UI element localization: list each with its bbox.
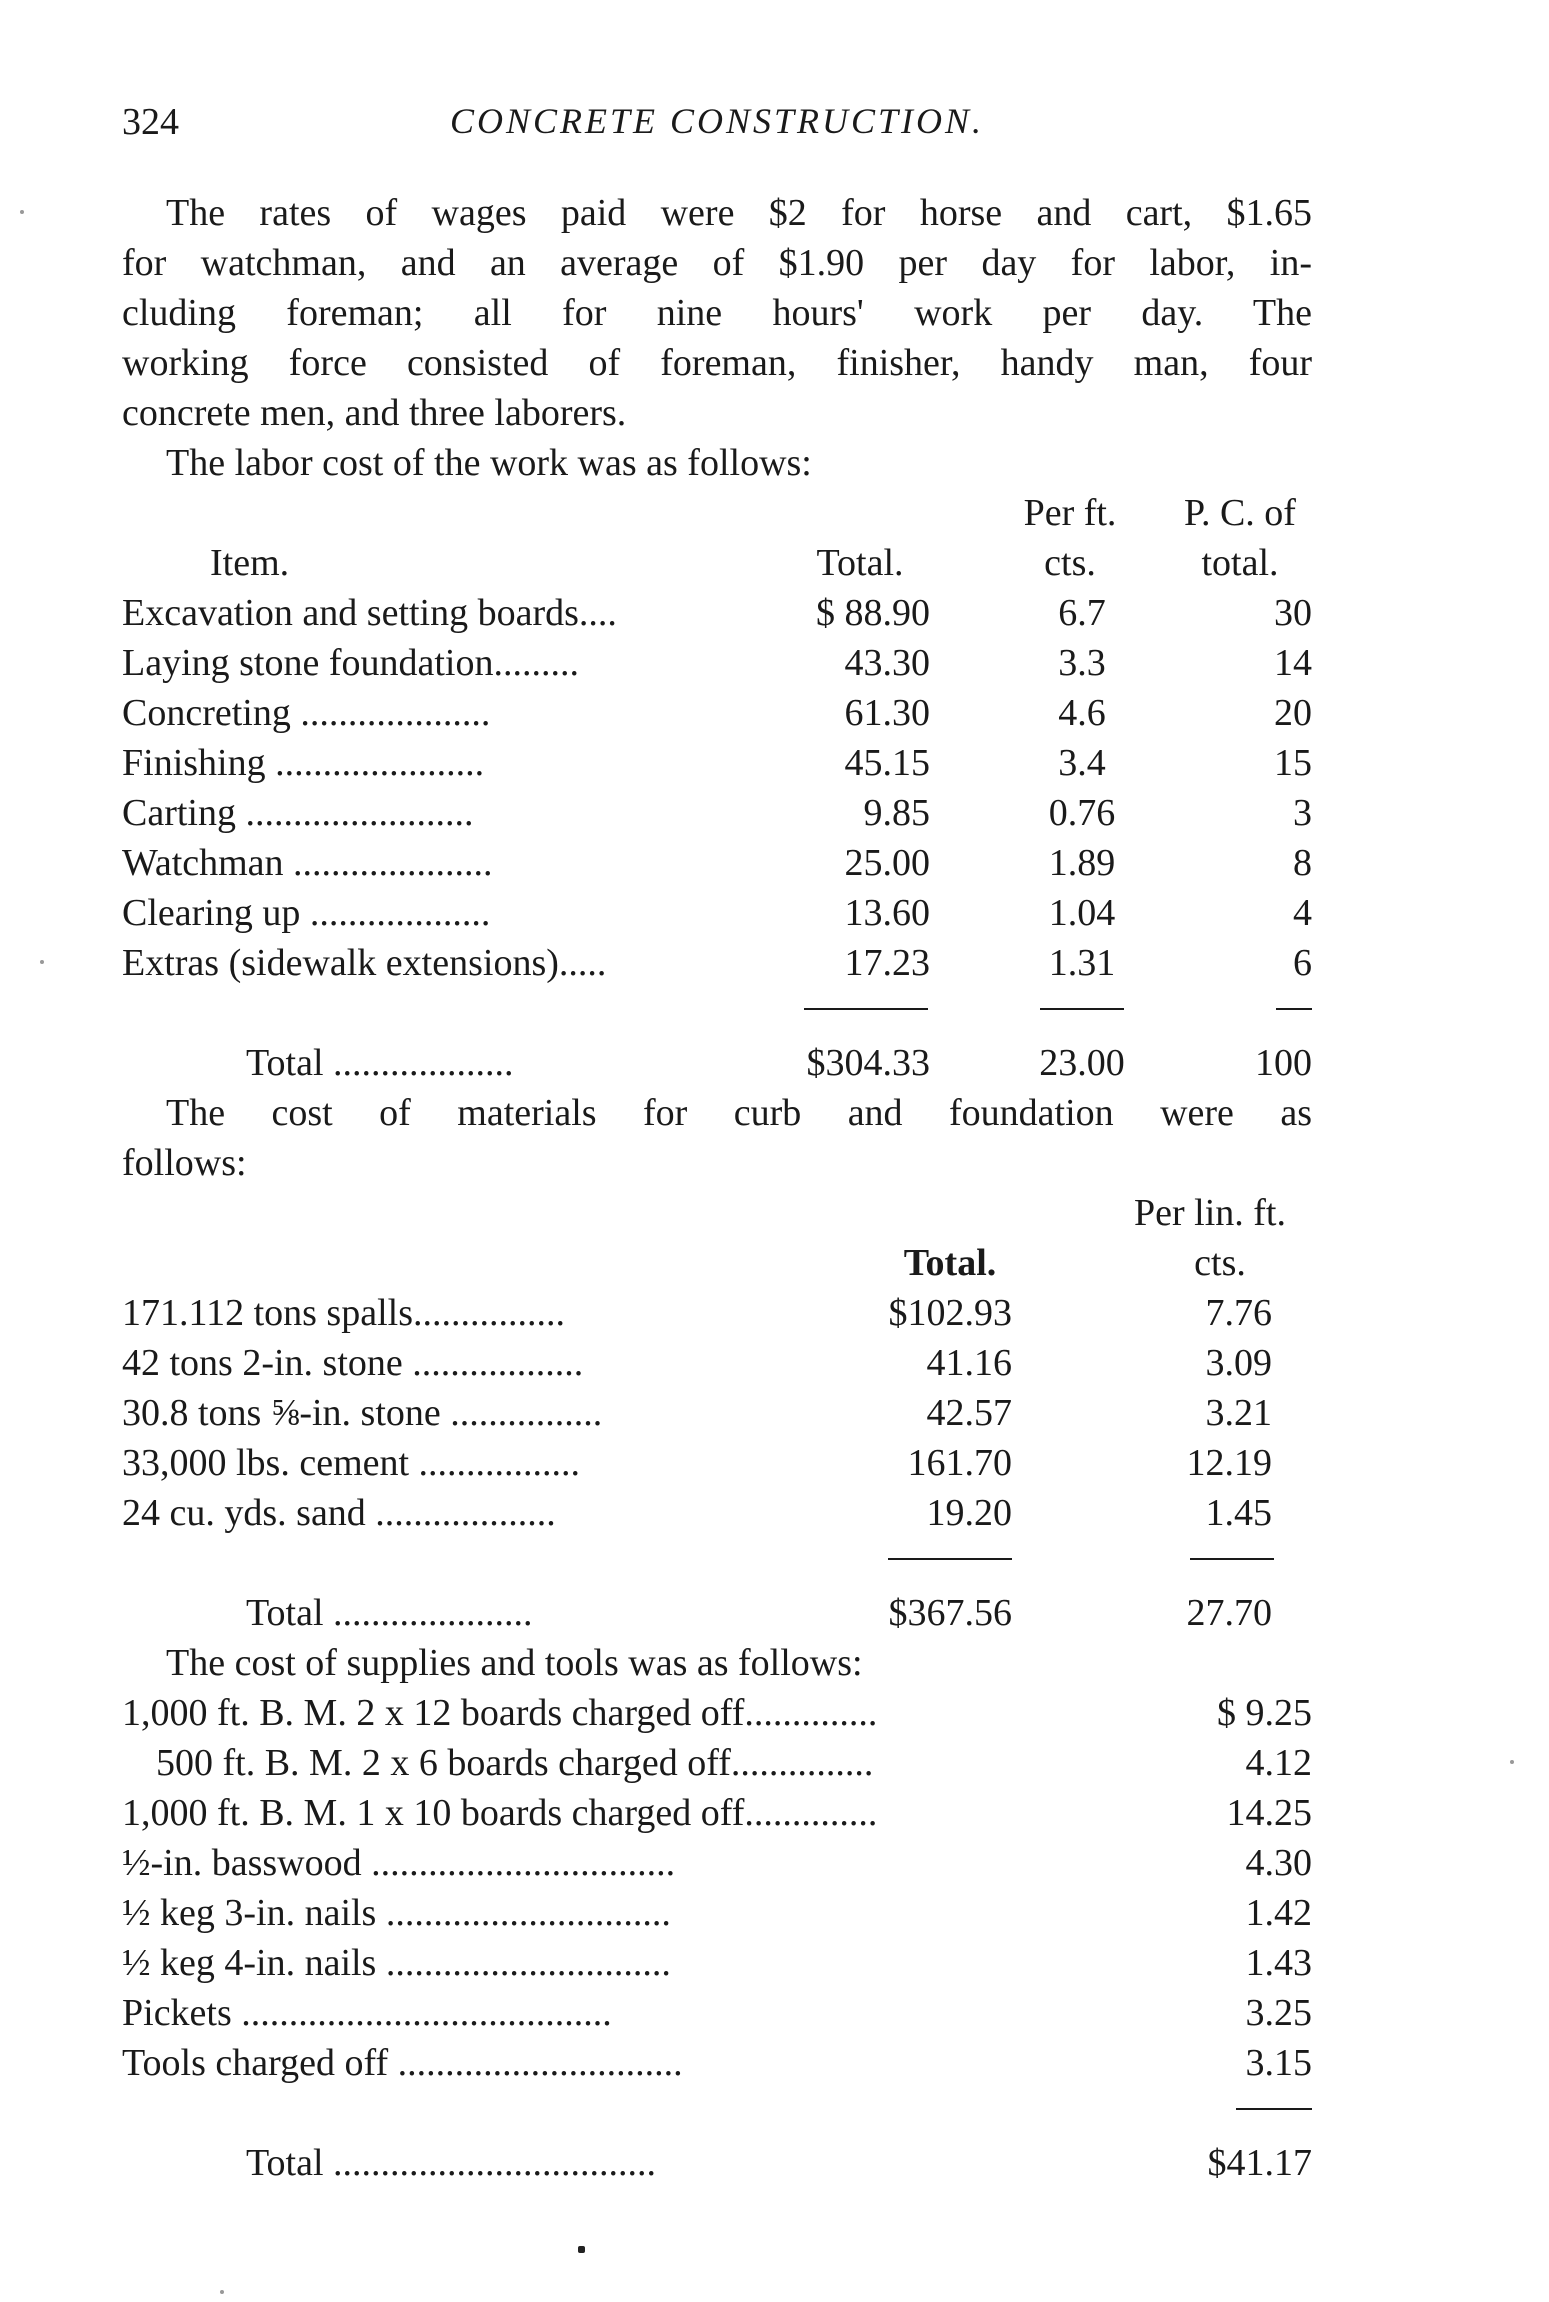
- labor-perft: 1.04: [1048, 892, 1116, 934]
- labor-total: 43.30: [844, 642, 930, 684]
- labor-perft: 1.31: [1048, 942, 1116, 984]
- labor-total-perft: 23.00: [1039, 1042, 1125, 1084]
- intro-line-5: concrete men, and three laborers.: [122, 392, 627, 434]
- supplies-row: [122, 1938, 1312, 1988]
- materials-perlin-rule: [1190, 1558, 1274, 1560]
- materials-total-label: Total .....................: [246, 1592, 533, 1634]
- labor-item: Clearing up ...................: [122, 892, 491, 934]
- supplies-item: 1,000 ft. B. M. 2 x 12 boards charged off..............: [122, 1692, 878, 1734]
- materials-total-perlin: 27.70: [1186, 1592, 1272, 1634]
- supplies-amount: 3.25: [1245, 1992, 1312, 2034]
- materials-perlin: 7.76: [1205, 1292, 1272, 1334]
- labor-pc: 14: [1274, 642, 1312, 684]
- labor-pc: 30: [1274, 592, 1312, 634]
- intro-line-2: for watchman, and an average of $1.90 per day for labor, in-: [122, 242, 1312, 284]
- scan-speck: [1510, 1760, 1514, 1764]
- intro-line-3: cluding foreman; all for nine hours' work per day. The: [122, 292, 1312, 334]
- supplies-total-row: [122, 2138, 1312, 2188]
- supplies-row: [122, 2038, 1312, 2088]
- intro-line-4: working force consisted of foreman, finisher, handy man, four: [122, 342, 1312, 384]
- materials-total: 19.20: [926, 1492, 1012, 1534]
- supplies-item: Pickets .......................................: [122, 1992, 612, 2034]
- labor-total: 61.30: [844, 692, 930, 734]
- supplies-row: [122, 1888, 1312, 1938]
- supplies-total-value: $41.17: [1207, 2142, 1312, 2184]
- labor-total: 45.15: [844, 742, 930, 784]
- labor-total: 13.60: [844, 892, 930, 934]
- materials-perlin: 3.09: [1205, 1342, 1272, 1384]
- supplies-row: [122, 1738, 1312, 1788]
- labor-total-rule: [804, 1008, 928, 1010]
- materials-perlin: 12.19: [1186, 1442, 1272, 1484]
- labor-perft-rule: [1040, 1008, 1124, 1010]
- materials-row: [122, 1488, 1312, 1538]
- labor-row: [122, 838, 1312, 888]
- labor-perft: 6.7: [1058, 592, 1106, 634]
- page-header: [122, 100, 1312, 150]
- supplies-amount: 3.15: [1245, 2042, 1312, 2084]
- materials-total: $102.93: [888, 1292, 1012, 1334]
- labor-item: Carting ........................: [122, 792, 474, 834]
- materials-header-perlin-2: cts.: [1194, 1242, 1246, 1284]
- intro-line-1: The rates of wages paid were $2 for horse and cart, $1.65: [166, 192, 1312, 234]
- supplies-item: ½ keg 4-in. nails ..............................: [122, 1942, 671, 1984]
- supplies-amount: 1.42: [1245, 1892, 1312, 1934]
- materials-row: [122, 1438, 1312, 1488]
- supplies-row: [122, 1838, 1312, 1888]
- labor-header-perft-2: cts.: [1044, 542, 1096, 584]
- supplies-item: 1,000 ft. B. M. 1 x 10 boards charged off..............: [122, 1792, 878, 1834]
- labor-item: Excavation and setting boards....: [122, 592, 617, 634]
- labor-item: Finishing ......................: [122, 742, 485, 784]
- supplies-amount: 14.25: [1226, 1792, 1312, 1834]
- labor-row: [122, 638, 1312, 688]
- materials-intro-2: follows:: [122, 1142, 247, 1184]
- materials-total-value: $367.56: [888, 1592, 1012, 1634]
- supplies-row: [122, 1788, 1312, 1838]
- scan-speck: [20, 210, 24, 214]
- supplies-item: 500 ft. B. M. 2 x 6 boards charged off...............: [156, 1742, 874, 1784]
- materials-row: [122, 1288, 1312, 1338]
- labor-total: 17.23: [844, 942, 930, 984]
- labor-row: [122, 788, 1312, 838]
- scan-speck: [578, 2246, 585, 2253]
- labor-perft: 4.6: [1058, 692, 1106, 734]
- page-number: 324: [122, 101, 179, 143]
- supplies-row: [122, 1688, 1312, 1738]
- supplies-total-label: Total ..................................: [246, 2142, 657, 2184]
- labor-perft: 3.4: [1058, 742, 1106, 784]
- materials-item: 171.112 tons spalls................: [122, 1292, 565, 1334]
- supplies-item: Tools charged off ..............................: [122, 2042, 683, 2084]
- materials-item: 24 cu. yds. sand ...................: [122, 1492, 556, 1534]
- materials-header-perlin-1: Per lin. ft.: [1134, 1192, 1286, 1234]
- materials-item: 42 tons 2-in. stone ..................: [122, 1342, 584, 1384]
- labor-item: Laying stone foundation.........: [122, 642, 579, 684]
- materials-perlin: 3.21: [1205, 1392, 1272, 1434]
- labor-row: [122, 888, 1312, 938]
- labor-intro: The labor cost of the work was as follows:: [166, 442, 812, 484]
- materials-row: [122, 1388, 1312, 1438]
- supplies-item: ½ keg 3-in. nails ..............................: [122, 1892, 671, 1934]
- running-head: CONCRETE CONSTRUCTION.: [449, 101, 985, 141]
- labor-row: [122, 938, 1312, 988]
- labor-total: 9.85: [863, 792, 930, 834]
- materials-total: 41.16: [926, 1342, 1012, 1384]
- labor-total-label: Total ...................: [246, 1042, 514, 1084]
- materials-total-rule: [888, 1558, 1012, 1560]
- labor-row: [122, 588, 1312, 638]
- labor-total: $ 88.90: [816, 592, 930, 634]
- labor-total: 25.00: [844, 842, 930, 884]
- labor-pc: 6: [1293, 942, 1312, 984]
- labor-total-value: $304.33: [806, 1042, 930, 1084]
- labor-header-item: Item.: [210, 542, 290, 584]
- scan-speck: [220, 2290, 224, 2294]
- materials-intro-1: The cost of materials for curb and foundation were as: [166, 1092, 1312, 1134]
- labor-pc: 15: [1274, 742, 1312, 784]
- labor-header-pc-2: total.: [1201, 542, 1279, 584]
- supplies-amount: 4.12: [1245, 1742, 1312, 1784]
- labor-item: Extras (sidewalk extensions).....: [122, 942, 607, 984]
- labor-pc: 8: [1293, 842, 1312, 884]
- labor-header-perft-1: Per ft.: [1023, 492, 1117, 534]
- labor-header-total: Total.: [816, 542, 904, 584]
- labor-pc-rule: [1276, 1008, 1312, 1010]
- materials-total: 42.57: [926, 1392, 1012, 1434]
- materials-row: [122, 1338, 1312, 1388]
- labor-pc: 3: [1293, 792, 1312, 834]
- labor-total-pc: 100: [1255, 1042, 1312, 1084]
- supplies-total-rule: [1236, 2108, 1312, 2110]
- labor-perft: 1.89: [1048, 842, 1116, 884]
- labor-row: [122, 688, 1312, 738]
- labor-item: Concreting ....................: [122, 692, 491, 734]
- materials-total-row: [122, 1588, 1312, 1638]
- supplies-amount: $ 9.25: [1217, 1692, 1312, 1734]
- labor-total-row: [122, 1038, 1312, 1088]
- labor-item: Watchman .....................: [122, 842, 493, 884]
- supplies-intro: The cost of supplies and tools was as follows:: [166, 1642, 863, 1684]
- materials-header-total: Total.: [903, 1242, 997, 1284]
- supplies-amount: 4.30: [1245, 1842, 1312, 1884]
- scan-speck: [40, 960, 44, 964]
- materials-perlin: 1.45: [1205, 1492, 1272, 1534]
- supplies-row: [122, 1988, 1312, 2038]
- labor-pc: 4: [1293, 892, 1312, 934]
- materials-total: 161.70: [907, 1442, 1012, 1484]
- labor-header-pc-1: P. C. of: [1184, 492, 1296, 534]
- materials-item: 30.8 tons ⅝-in. stone ................: [122, 1392, 603, 1434]
- labor-perft: 3.3: [1058, 642, 1106, 684]
- labor-pc: 20: [1274, 692, 1312, 734]
- supplies-item: ½-in. basswood ................................: [122, 1842, 676, 1884]
- labor-perft: 0.76: [1048, 792, 1116, 834]
- labor-row: [122, 738, 1312, 788]
- supplies-amount: 1.43: [1245, 1942, 1312, 1984]
- materials-item: 33,000 lbs. cement .................: [122, 1442, 581, 1484]
